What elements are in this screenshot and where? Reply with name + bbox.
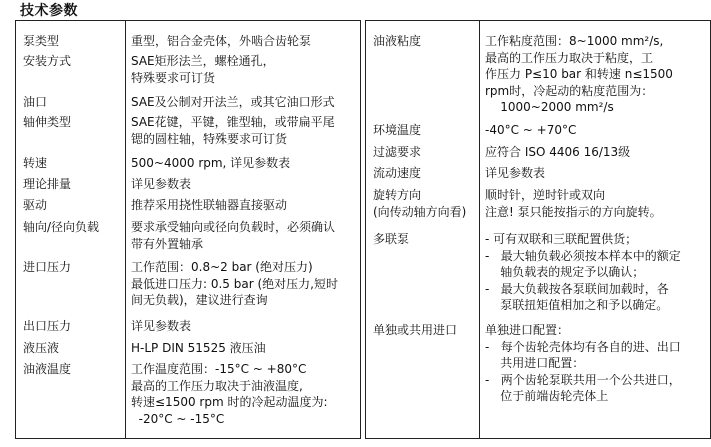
spec-value: 顺时针，逆时针或双向 注意! 泵只能按指示的方向旋转。 (485, 188, 662, 219)
spec-value: SAE矩形法兰，螺栓通孔， 特殊要求可订货 (131, 54, 275, 85)
spec-value: - 可有双联和三联配置供货； - 最大轴负载必须按本样本中的额定 轴负载表的规定予以确认； - 最大负载按各泵联间加载时，各 泵联扭矩值相加之和予以确定。 (485, 232, 681, 312)
spec-label: 轴向/径向负载 (23, 220, 100, 234)
spec-label: 轴伸类型 (23, 115, 72, 129)
spec-label: 驱动 (23, 198, 48, 212)
spec-label: 过滤要求 (373, 145, 422, 159)
spec-value: 工作温度范围：-15°C ~ +80°C 最高的工作压力取决于油液温度, 转速≤1500 rpm 时的冷起动温度为: -20°C ~ -15°C (131, 362, 328, 426)
spec-value: 500~4000 rpm, 详见参数表 (131, 156, 291, 170)
spec-table-left (15, 20, 361, 439)
spec-label: 泵类型 (23, 34, 60, 48)
spec-label: 油液粘度 (373, 34, 422, 48)
spec-label: 进口压力 (23, 260, 72, 274)
spec-value: 推荐采用挠性联轴器直接驱动 (131, 198, 288, 212)
spec-value: 详见参数表 (131, 319, 192, 333)
spec-label: 油液温度 (23, 362, 72, 376)
spec-label: 液压液 (23, 341, 60, 355)
spec-value: H-LP DIN 51525 液压油 (131, 341, 266, 355)
spec-label: 多联泵 (373, 232, 410, 246)
section-heading: 技术参数 (20, 3, 78, 19)
spec-value: 详见参数表 (131, 177, 192, 191)
spec-table-right (365, 20, 711, 439)
spec-label: 出口压力 (23, 319, 72, 333)
spec-value: -40°C ~ +70°C (485, 123, 577, 137)
spec-label: 流动速度 (373, 166, 422, 180)
spec-value: 工作粘度范围：8~1000 mm²/s, 最高的工作压力取决于粘度，工 作压力 P≤10 bar 和转速 n≤1500 rpm时，冷起动的粘度范围为： 1000~2000 mm²/s (485, 34, 673, 114)
spec-label: 转速 (23, 156, 48, 170)
spec-value: 单独进口配置： - 每个齿轮壳体均有各自的进、出口 共用进口配置： - 两个齿轮泵联共用一个公共进口， 位于前端齿轮壳体上 (485, 323, 681, 403)
spec-label: 环境温度 (373, 123, 422, 137)
spec-value: 工作范围：0.8~2 bar (绝对压力) 最低进口压力: 0.5 bar (绝对压力,短时 间无负载)，建议进行查询 (131, 260, 338, 307)
spec-value: 详见参数表 (485, 166, 546, 180)
column-divider (125, 21, 126, 438)
spec-value: 应符合 ISO 4406 16/13级 (485, 145, 631, 159)
column-divider (479, 21, 480, 438)
spec-label: 旋转方向 (向传动轴方向看) (373, 188, 467, 219)
spec-value: 要求承受轴向或径向负载时，必须确认 带有外置轴承 (131, 220, 336, 251)
spec-label: 单独或共用进口 (373, 323, 458, 337)
spec-label: 安装方式 (23, 54, 72, 68)
spec-label: 理论排量 (23, 177, 72, 191)
spec-value: 重型，铝合金壳体，外啮合齿轮泵 (131, 34, 312, 48)
spec-value: SAE花键，平键，锥型轴，或带扁平尾 锶的圆柱轴，特殊要求可订货 (131, 115, 335, 146)
spec-label: 油口 (23, 95, 48, 109)
spec-value: SAE及公制对开法兰，或其它油口形式 (131, 95, 335, 109)
